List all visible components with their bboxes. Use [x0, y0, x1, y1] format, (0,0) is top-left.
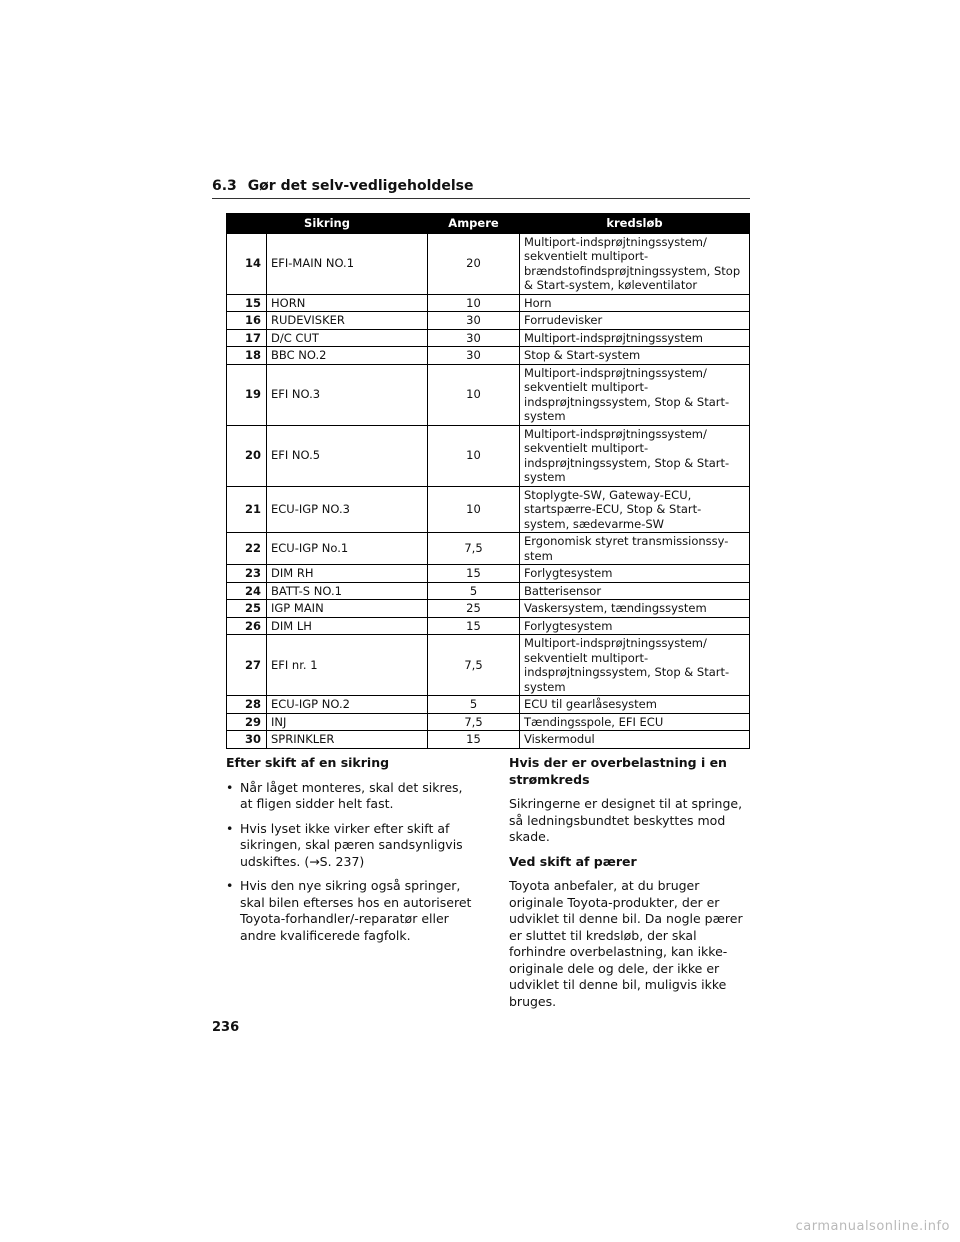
ampere-cell: 10: [428, 486, 520, 533]
fuse-number-cell: 29: [227, 713, 267, 731]
fuse-number-cell: 24: [227, 582, 267, 600]
circuit-cell: Ergonomisk styret transmissionssy-stem: [520, 533, 750, 565]
table-row: [227, 312, 750, 330]
fuse-name-cell: BATT-S NO.1: [267, 582, 428, 600]
fuse-number-cell: 16: [227, 312, 267, 330]
bulb-change-paragraph: Toyota anbefaler, at du bruger originale Toyota-produkter, der er udviklet til denne bil. Da nogle pærer er sluttet til kredsløb, der skal forhindre overbelastning, kan ikke-originale dele og dele, der ikke er udviklet til denne bil, muligvis ikke bruges.: [509, 878, 743, 1009]
right-column: [509, 755, 754, 1018]
fuse-name-cell: EFI NO.5: [267, 425, 428, 486]
fuse-number-cell: 15: [227, 294, 267, 312]
fuse-name-cell: D/C CUT: [267, 329, 428, 347]
circuit-cell: Forlygtesystem: [520, 617, 750, 635]
fuse-name-cell: DIM RH: [267, 565, 428, 583]
fuse-name-cell: INJ: [267, 713, 428, 731]
overload-paragraph: Sikringerne er designet til at springe, så ledningsbundtet beskyttes mod skade.: [509, 796, 743, 844]
circuit-cell: Multiport-indsprøjtningssystem: [520, 329, 750, 347]
table-row: [227, 486, 750, 533]
table-row: [227, 713, 750, 731]
circuit-cell: Viskermodul: [520, 731, 750, 749]
fuse-name-cell: HORN: [267, 294, 428, 312]
fuse-number-cell: 28: [227, 696, 267, 714]
column-header-ampere: Ampere: [428, 214, 520, 234]
ampere-cell: 7,5: [428, 533, 520, 565]
table-row: [227, 329, 750, 347]
table-row: [227, 347, 750, 365]
ampere-cell: 15: [428, 731, 520, 749]
list-item: [226, 878, 476, 944]
fuse-number-cell: 17: [227, 329, 267, 347]
fuse-name-cell: ECU-IGP NO.3: [267, 486, 428, 533]
fuse-name-cell: ECU-IGP NO.2: [267, 696, 428, 714]
fuse-name-cell: SPRINKLER: [267, 731, 428, 749]
circuit-cell: Multiport-indsprøjtningssystem/ sekventielt multiport-brændstofindsprøjtningssystem, Stop & Start-system, køleventilator: [520, 233, 750, 294]
ampere-cell: 10: [428, 294, 520, 312]
section-title: Gør det selv-vedligeholdelse: [247, 178, 474, 194]
fuse-number-cell: 25: [227, 600, 267, 618]
table-row: [227, 364, 750, 425]
bullet: •: [226, 820, 234, 836]
ampere-cell: 15: [428, 565, 520, 583]
fuse-name-cell: IGP MAIN: [267, 600, 428, 618]
fuse-number-cell: 18: [227, 347, 267, 365]
fuse-name-cell: RUDEVISKER: [267, 312, 428, 330]
circuit-cell: Batterisensor: [520, 582, 750, 600]
ampere-cell: 15: [428, 617, 520, 635]
circuit-cell: Stoplygte-SW, Gateway-ECU, startspærre-ECU, Stop & Start-system, sædevarme-SW: [520, 486, 750, 533]
table-row: [227, 294, 750, 312]
table-row: [227, 533, 750, 565]
fuse-number-cell: 23: [227, 565, 267, 583]
left-column: [226, 755, 476, 952]
ampere-cell: 7,5: [428, 713, 520, 731]
section-header: [212, 178, 750, 199]
table-row: [227, 582, 750, 600]
table-header-row: [227, 214, 750, 234]
circuit-cell: Stop & Start-system: [520, 347, 750, 365]
table-row: [227, 600, 750, 618]
circuit-cell: Forlygtesystem: [520, 565, 750, 583]
fuse-number-cell: 14: [227, 233, 267, 294]
table-row: [227, 731, 750, 749]
fuse-table-body: [227, 233, 750, 748]
list-item: [226, 821, 476, 871]
circuit-cell: Forrudevisker: [520, 312, 750, 330]
circuit-cell: Multiport-indsprøjtningssystem/ sekventielt multiport-indsprøjtningssystem, Stop & Start-system: [520, 635, 750, 696]
fuse-name-cell: EFI-MAIN NO.1: [267, 233, 428, 294]
fuse-name-cell: BBC NO.2: [267, 347, 428, 365]
fuse-number-cell: 30: [227, 731, 267, 749]
ampere-cell: 25: [428, 600, 520, 618]
section-number: 6.3: [212, 178, 237, 194]
bullet: •: [226, 878, 234, 893]
table-row: [227, 233, 750, 294]
circuit-cell: Tændingsspole, EFI ECU: [520, 713, 750, 731]
ampere-cell: 5: [428, 696, 520, 714]
fuse-number-cell: 20: [227, 425, 267, 486]
ampere-cell: 5: [428, 582, 520, 600]
table-row: [227, 565, 750, 583]
fuse-name-cell: DIM LH: [267, 617, 428, 635]
circuit-cell: Horn: [520, 294, 750, 312]
ampere-cell: 30: [428, 312, 520, 330]
circuit-cell: ECU til gearlåsesystem: [520, 696, 750, 714]
table-row: [227, 635, 750, 696]
page-number: 236: [212, 1020, 240, 1035]
circuit-cell: Vaskersystem, tændingssystem: [520, 600, 750, 618]
list-item: [226, 780, 476, 813]
fuse-number-cell: 26: [227, 617, 267, 635]
table-row: [227, 617, 750, 635]
table-row: [227, 425, 750, 486]
ampere-cell: 30: [428, 347, 520, 365]
table-row: [227, 696, 750, 714]
fuse-table: [226, 213, 750, 749]
fuse-number-cell: 19: [227, 364, 267, 425]
list-item-text: Hvis den nye sikring også springer, skal bilen efterses hos en autoriseret Toyota-forhandler/-reparatør eller andre kvalificerede fagfolk.: [240, 878, 472, 943]
list-item-text: Når låget monteres, skal det sikres, at fligen sidder helt fast.: [240, 779, 463, 811]
bulb-change-heading: Ved skift af pærer: [509, 853, 637, 869]
fuse-number-cell: 22: [227, 533, 267, 565]
bullet: •: [226, 779, 234, 795]
overload-heading: Hvis der er overbelastning i en strømkreds: [509, 755, 727, 787]
after-fuse-change-heading: Efter skift af en sikring: [226, 755, 390, 770]
ampere-cell: 7,5: [428, 635, 520, 696]
fuse-name-cell: EFI nr. 1: [267, 635, 428, 696]
fuse-name-cell: ECU-IGP No.1: [267, 533, 428, 565]
ampere-cell: 10: [428, 425, 520, 486]
ampere-cell: 10: [428, 364, 520, 425]
fuse-number-cell: 27: [227, 635, 267, 696]
circuit-cell: Multiport-indsprøjtningssystem/ sekventielt multiport-indsprøjtningssystem, Stop & Start-system: [520, 425, 750, 486]
column-header-fuse: Sikring: [227, 214, 428, 234]
ampere-cell: 20: [428, 233, 520, 294]
column-header-circuit: kredsløb: [520, 214, 750, 234]
fuse-name-cell: EFI NO.3: [267, 364, 428, 425]
circuit-cell: Multiport-indsprøjtningssystem/ sekventielt multiport-indsprøjtningssystem, Stop & Start-system: [520, 364, 750, 425]
list-item-text: Hvis lyset ikke virker efter skift af sikringen, skal pæren sandsynligvis udskiftes. (→S. 237): [240, 820, 463, 869]
watermark: carmanualsonline.info: [795, 1219, 950, 1234]
after-fuse-change-list: [226, 780, 476, 945]
ampere-cell: 30: [428, 329, 520, 347]
fuse-number-cell: 21: [227, 486, 267, 533]
